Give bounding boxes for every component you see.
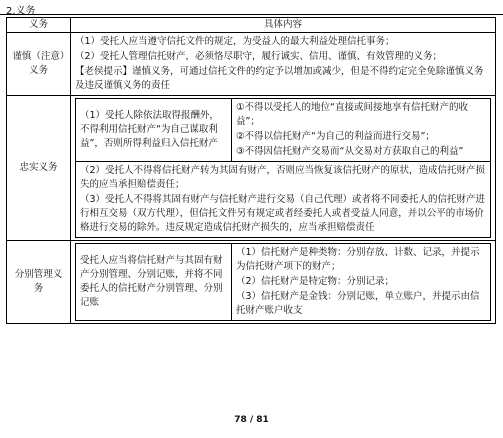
separate-content xyxy=(71,241,496,324)
loyalty-more xyxy=(76,162,491,238)
separate-inner-table xyxy=(75,243,491,321)
heading-divider xyxy=(0,14,503,15)
separate-name: 分别管理义务 xyxy=(7,241,71,324)
loyalty-line-2: （2）受托人不得将信托财产转为其固有财产，否则应当恢复该信托财产的原状，造成信托财产损失的应当承担赔偿责任； xyxy=(80,165,486,190)
row-separate xyxy=(7,241,496,324)
separate-left-text: 受托人应当将信托财产与其固有财产分别管理、分别记账，并将不同委托人的信托财产分别管理、分别记账 xyxy=(76,244,232,321)
separate-item-1: （1）信托财产是种类物：分别存放、计数、记录，并提示为信托财产项下的财产； xyxy=(236,247,480,272)
loyalty-inner-table xyxy=(75,98,491,238)
duty-table xyxy=(6,17,496,324)
separate-item-2: （2）信托财产是特定物：分别记录； xyxy=(236,276,395,287)
separate-item-3: （3）信托财产是金钱：分别记账，单立账户，并提示由信托财产账户收支 xyxy=(236,291,480,316)
loyalty-name: 忠实义务 xyxy=(7,96,71,241)
header-duty: 义务 xyxy=(7,18,71,33)
loyalty-item-1: ①不得以受托人的地位“直接或间接地享有信托财产的收益”； xyxy=(236,102,468,127)
page-number: 78 / 81 xyxy=(234,415,269,425)
prudence-tip: 【老侯提示】谨慎义务，可通过信托文件的约定予以增加或减少，但是不得约定完全免除谨慎义务及违反谨慎义务的责任 xyxy=(75,66,484,91)
section-title: 2.义务 xyxy=(6,6,36,17)
loyalty-left-text: （1）受托人除依法取得报酬外，不得利用信托财产“为自己谋取利益”，否则所得利益归入信托财产 xyxy=(76,99,232,162)
separate-right-list xyxy=(232,244,491,321)
header-row xyxy=(7,18,496,33)
row-loyalty xyxy=(7,96,496,241)
prudence-line-2: （2）受托人管理信托财产，必须恪尽职守，履行诚实、信用、谨慎、有效管理的义务； xyxy=(75,51,443,62)
loyalty-item-3: ③不得因信托财产交易而“从交易对方获取自己的利益” xyxy=(236,146,464,157)
row-prudence xyxy=(7,33,496,96)
prudence-name: 谨慎（注意）义务 xyxy=(7,33,71,96)
loyalty-item-2: ②不得以信托财产“为自己的利益而进行交易”； xyxy=(236,131,435,142)
loyalty-right-list xyxy=(232,99,491,162)
loyalty-line-3: （3）受托人不得将其固有财产与信托财产进行交易（自己代理）或者将不同委托人的信托财产进行相互交易（双方代理），但信托文件另有规定或者经委托人或者受益人同意，并以公平的市场价格进行交易的除外。违反规定造成信托财产损失的，应当承担赔偿责任 xyxy=(80,194,486,233)
loyalty-content xyxy=(71,96,496,241)
header-content: 具体内容 xyxy=(71,18,496,33)
prudence-content xyxy=(71,33,496,96)
prudence-line-1: （1）受托人应当遵守信托文件的规定，为受益人的最大利益处理信托事务； xyxy=(75,36,395,47)
